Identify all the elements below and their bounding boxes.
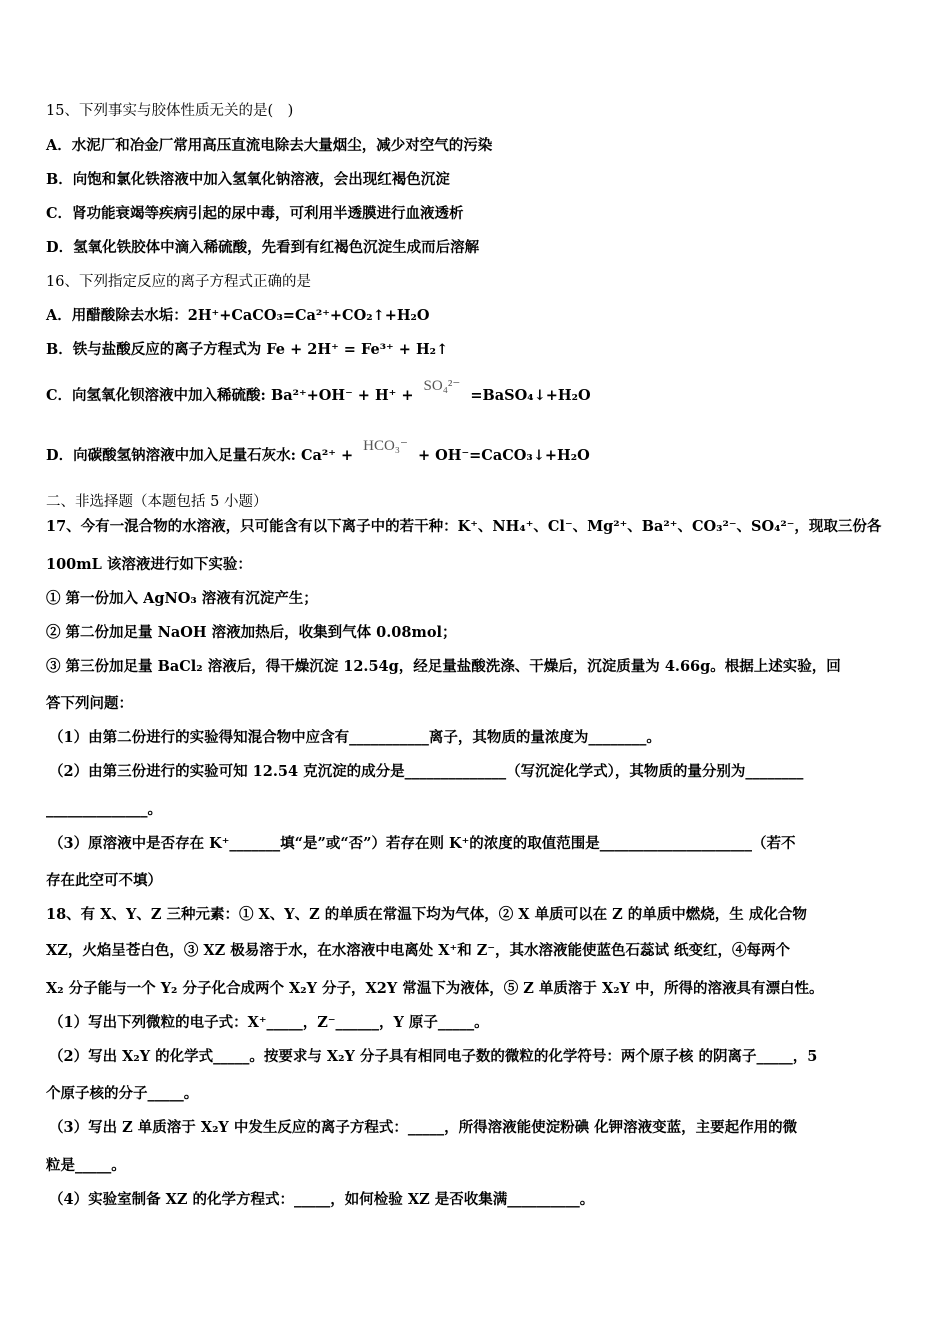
q15-option-d: D．氢氧化铁胶体中滴入稀硫酸，先看到有红褐色沉淀生成而后溶解 (46, 239, 480, 256)
q17-part-3: （3）原溶液中是否存在 K⁺_______填“是”或“否”）若存在则 K⁺的浓度的取值范围是_____________________（若不 (49, 835, 796, 852)
q18-part-3: （3）写出 Z 单质溶于 X₂Y 中发生反应的离子方程式：_____，所得溶液能使淀粉碘 化钾溶液变蓝，主要起作用的微 (49, 1119, 798, 1136)
q18-line-3: X₂ 分子能与一个 Y₂ 分子化合成两个 X₂Y 分子，X2Y 常温下为液体，⑤ Z 单质溶于 X₂Y 中，所得的溶液具有漂白性。 (46, 980, 824, 997)
q16-c-text-end: =BaSO₄↓+H₂O (470, 387, 591, 404)
bicarbonate-ion-image: HCO₃⁻ (363, 438, 408, 454)
section-heading: 二、非选择题（本题包括 5 小题） (46, 494, 268, 510)
q15-option-a: A．水泥厂和冶金厂常用高压直流电除去大量烟尘，减少对空气的污染 (46, 137, 493, 154)
q16-option-b: B．铁与盐酸反应的离子方程式为 Fe + 2H⁺ = Fe³⁺ + H₂↑ (46, 341, 449, 358)
q18-line-2: XZ，火焰呈苍白色，③ XZ 极易溶于水，在水溶液中电离处 X⁺和 Z⁻，其水溶液能使蓝色石蕊试 纸变红，④每两个 (46, 942, 791, 959)
q18-part-4: （4）实验室制备 XZ 的化学方程式：_____，如何检验 XZ 是否收集满__________。 (49, 1191, 595, 1208)
q18-part-3-cont: 粒是_____。 (46, 1157, 126, 1174)
q18-part-1: （1）写出下列微粒的电子式：X⁺_____，Z⁻______，Y 原子_____。 (49, 1014, 489, 1031)
q17-line-2: 100mL 该溶液进行如下实验： (46, 556, 252, 573)
q17-exp-3-cont: 答下列问题： (46, 695, 133, 712)
q18-part-2-cont: 个原子核的分子_____。 (46, 1085, 199, 1102)
q16-c-text: C．向氢氧化钡溶液中加入稀硫酸: Ba²⁺+OH⁻ + H⁺ + (46, 387, 414, 404)
q16-d-text: D．向碳酸氢钠溶液中加入足量石灰水: Ca²⁺ + (46, 447, 354, 464)
q16-option-a: A．用醋酸除去水垢：2H⁺+CaCO₃=Ca²⁺+CO₂↑+H₂O (46, 307, 430, 324)
q17-exp-2: ② 第二份加足量 NaOH 溶液加热后，收集到气体 0.08mol； (46, 624, 457, 641)
q17-part-2: （2）由第三份进行的实验可知 12.54 克沉淀的成分是______________（写沉淀化学式），其物质的量分别为________ (49, 763, 804, 780)
q16-option-d (46, 438, 910, 466)
q16-option-c (46, 378, 910, 406)
q17-part-3-cont: 存在此空可不填） (46, 872, 162, 889)
q18-line-1: 18、有 X、Y、Z 三种元素：① X、Y、Z 的单质在常温下均为气体，② X 单质可以在 Z 的单质中燃烧，生 成化合物 (46, 906, 807, 923)
q15-option-b: B．向饱和氯化铁溶液中加入氢氧化钠溶液，会出现红褐色沉淀 (46, 171, 450, 188)
sulfate-ion-image: SO₄²⁻ (423, 378, 461, 394)
q17-exp-1: ① 第一份加入 AgNO₃ 溶液有沉淀产生； (46, 590, 318, 607)
q18-part-2: （2）写出 X₂Y 的化学式_____。按要求与 X₂Y 分子具有相同电子数的微粒的化学符号：两个原子核 的阴离子_____，5 (49, 1048, 818, 1065)
q17-part-2-cont: ______________。 (46, 801, 162, 818)
q17-part-1: （1）由第二份进行的实验得知混合物中应含有___________离子，其物质的量浓度为________。 (49, 729, 661, 746)
q15-stem: 15、下列事实与胶体性质无关的是( ) (46, 103, 294, 119)
q16-stem: 16、下列指定反应的离子方程式正确的是 (46, 274, 311, 290)
q17-exp-3: ③ 第三份加足量 BaCl₂ 溶液后，得干燥沉淀 12.54g，经足量盐酸洗涤、干燥后，沉淀质量为 4.66g。根据上述实验，回 (46, 658, 841, 675)
q17-line-1: 17、今有一混合物的水溶液，只可能含有以下离子中的若干种：K⁺、NH₄⁺、Cl⁻、Mg²⁺、Ba²⁺、CO₃²⁻、SO₄²⁻，现取三份各 (46, 518, 882, 535)
q16-d-text-end: + OH⁻=CaCO₃↓+H₂O (417, 447, 590, 464)
q15-option-c: C．肾功能衰竭等疾病引起的尿中毒，可利用半透膜进行血液透析 (46, 205, 464, 222)
